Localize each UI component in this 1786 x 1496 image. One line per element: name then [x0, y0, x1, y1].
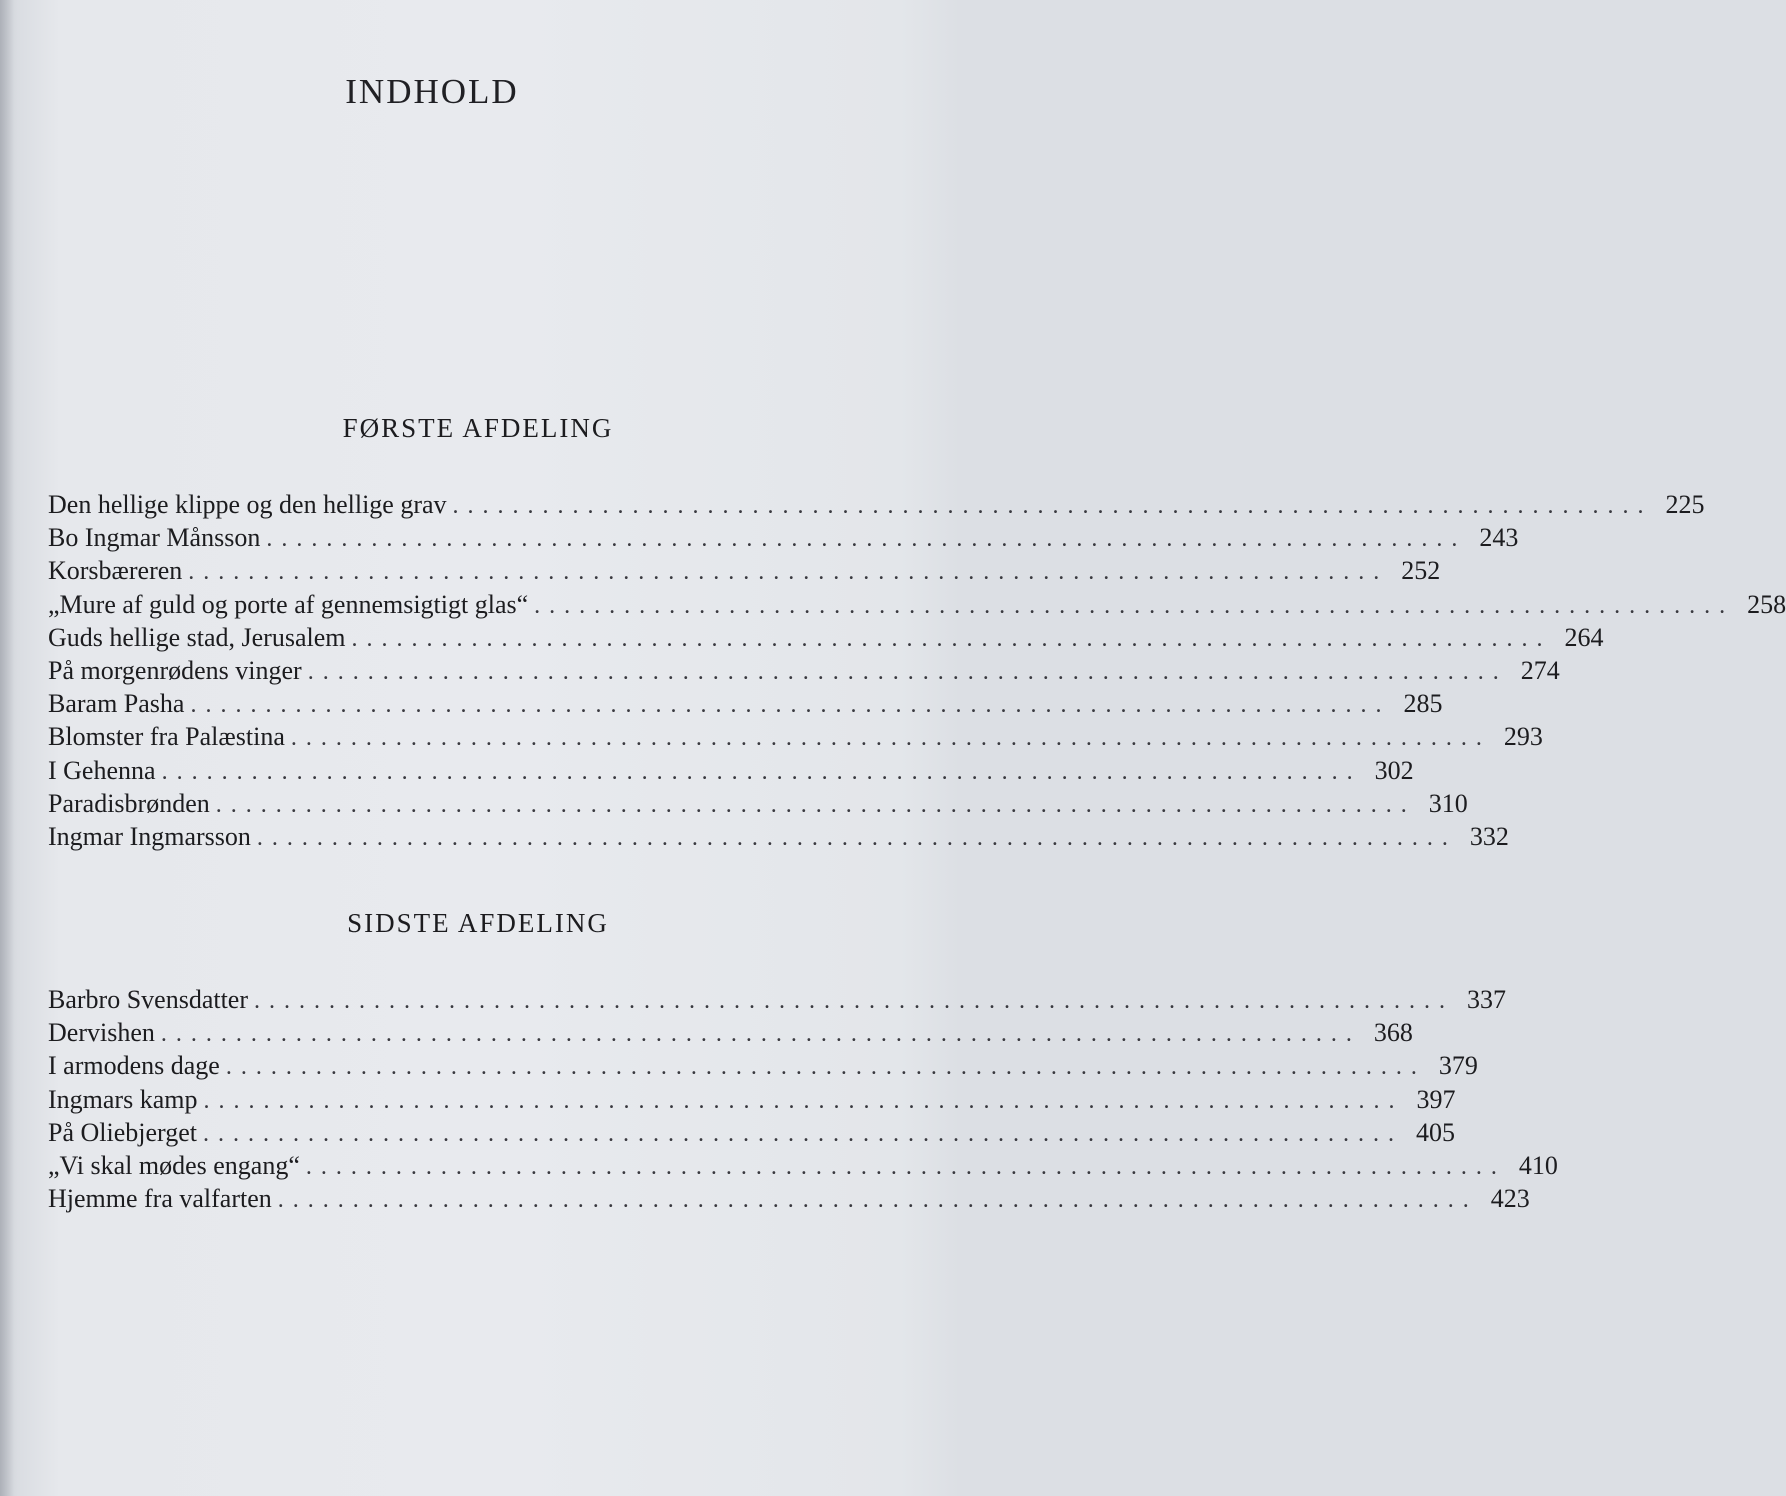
toc-list — [48, 983, 1558, 1215]
toc-entry-title: Ingmars kamp — [48, 1084, 198, 1114]
dot-leader: ................................................................................ — [351, 625, 1552, 652]
toc-list — [48, 488, 1786, 853]
section-heading: SIDSTE AFDELING — [347, 908, 609, 938]
dot-leader: ................................................................................ — [160, 1021, 1361, 1048]
page-title: INDHOLD — [345, 72, 519, 111]
toc-entry-title: Bo Ingmar Månsson — [48, 523, 261, 553]
toc-entry-page-number: 252 — [1401, 556, 1441, 586]
toc-entry — [48, 1016, 1413, 1049]
dot-leader: ................................................................................ — [203, 1087, 1404, 1114]
dot-leader: ................................................................................ — [190, 692, 1391, 719]
toc-entry-page-number: 397 — [1416, 1084, 1456, 1114]
toc-entry-page-number: 405 — [1415, 1117, 1455, 1147]
toc-entry-page-number: 243 — [1479, 523, 1519, 553]
toc-entry-title: På morgenrødens vinger — [48, 655, 302, 685]
toc-entry-title: Dervishen — [48, 1018, 155, 1048]
toc-entry — [48, 621, 1604, 654]
toc-entry-page-number: 285 — [1403, 689, 1443, 719]
toc-entry-page-number: 410 — [1518, 1150, 1558, 1180]
toc-entry-page-number: 264 — [1564, 622, 1604, 652]
toc-entry-title: Blomster fra Palæstina — [48, 722, 285, 752]
toc-entry — [48, 1049, 1478, 1082]
toc-entry — [48, 1182, 1530, 1215]
toc-entry-page-number: 379 — [1438, 1051, 1478, 1081]
toc-entry — [48, 654, 1560, 687]
toc-entry-title: Korsbæreren — [48, 556, 183, 586]
dot-leader: ................................................................................ — [452, 493, 1653, 519]
toc-entry-page-number: 368 — [1373, 1018, 1413, 1048]
toc-entry-title: Hjemme fra valfarten — [48, 1184, 272, 1214]
section-first — [48, 410, 1786, 853]
dot-leader: ................................................................................ — [254, 988, 1455, 1014]
toc-entry — [48, 521, 1519, 554]
toc-entry-title: Den hellige klippe og den hellige grav — [48, 490, 447, 519]
dot-leader: ................................................................................ — [290, 725, 1491, 752]
toc-entry — [48, 1083, 1456, 1116]
toc-entry-title: Paradisbrønden — [48, 788, 210, 818]
toc-entry-page-number: 337 — [1467, 985, 1507, 1014]
toc-entry-page-number: 332 — [1469, 821, 1509, 851]
toc-entry — [48, 820, 1509, 853]
toc-entry-page-number: 423 — [1490, 1184, 1530, 1214]
toc-entry — [48, 554, 1441, 587]
toc-entry-page-number: 310 — [1428, 788, 1468, 818]
toc-entry — [48, 588, 1786, 621]
toc-entry-title: Barbro Svensdatter — [48, 985, 249, 1014]
toc-entry-title: „Vi skal mødes engang“ — [48, 1150, 300, 1180]
dot-leader: ................................................................................ — [534, 592, 1735, 619]
dot-leader: ................................................................................ — [188, 559, 1389, 586]
toc-entry-title: I Gehenna — [48, 755, 156, 785]
toc-entry-page-number: 274 — [1520, 655, 1560, 685]
section-heading: FØRSTE AFDELING — [342, 413, 614, 443]
toc-entry — [48, 983, 1507, 1016]
dot-leader: ................................................................................ — [202, 1120, 1403, 1147]
dot-leader: ................................................................................ — [277, 1187, 1478, 1214]
dot-leader: ................................................................................ — [256, 824, 1457, 851]
section-last — [48, 905, 1558, 1215]
toc-entry-page-number: 293 — [1503, 722, 1543, 752]
toc-entry — [48, 1149, 1558, 1182]
toc-entry-page-number: 302 — [1374, 755, 1414, 785]
toc-entry-title: „Mure af guld og porte af gennemsigtigt glas“ — [48, 589, 529, 619]
dot-leader: ................................................................................ — [305, 1153, 1506, 1180]
toc-entry-page-number: 258 — [1747, 589, 1786, 619]
toc-entry-title: Guds hellige stad, Jerusalem — [48, 622, 346, 652]
toc-entry — [48, 754, 1414, 787]
toc-entry-title: Ingmar Ingmarsson — [48, 821, 251, 851]
toc-entry-title: I armodens dage — [48, 1051, 220, 1081]
toc-entry-title: På Oliebjerget — [48, 1117, 197, 1147]
toc-entry-title: Baram Pasha — [48, 689, 185, 719]
toc-entry-page-number: 225 — [1665, 490, 1705, 519]
dot-leader: ................................................................................ — [161, 758, 1362, 785]
toc-entry — [48, 687, 1443, 720]
toc-entry — [48, 488, 1705, 521]
toc-entry — [48, 720, 1543, 753]
dot-leader: ................................................................................ — [307, 658, 1508, 685]
dot-leader: ................................................................................ — [215, 791, 1416, 818]
toc-entry — [48, 787, 1468, 820]
page-fold-shadow — [0, 0, 14, 1496]
toc-entry — [48, 1116, 1455, 1149]
dot-leader: ................................................................................ — [266, 526, 1467, 553]
dot-leader: ................................................................................ — [225, 1054, 1426, 1081]
